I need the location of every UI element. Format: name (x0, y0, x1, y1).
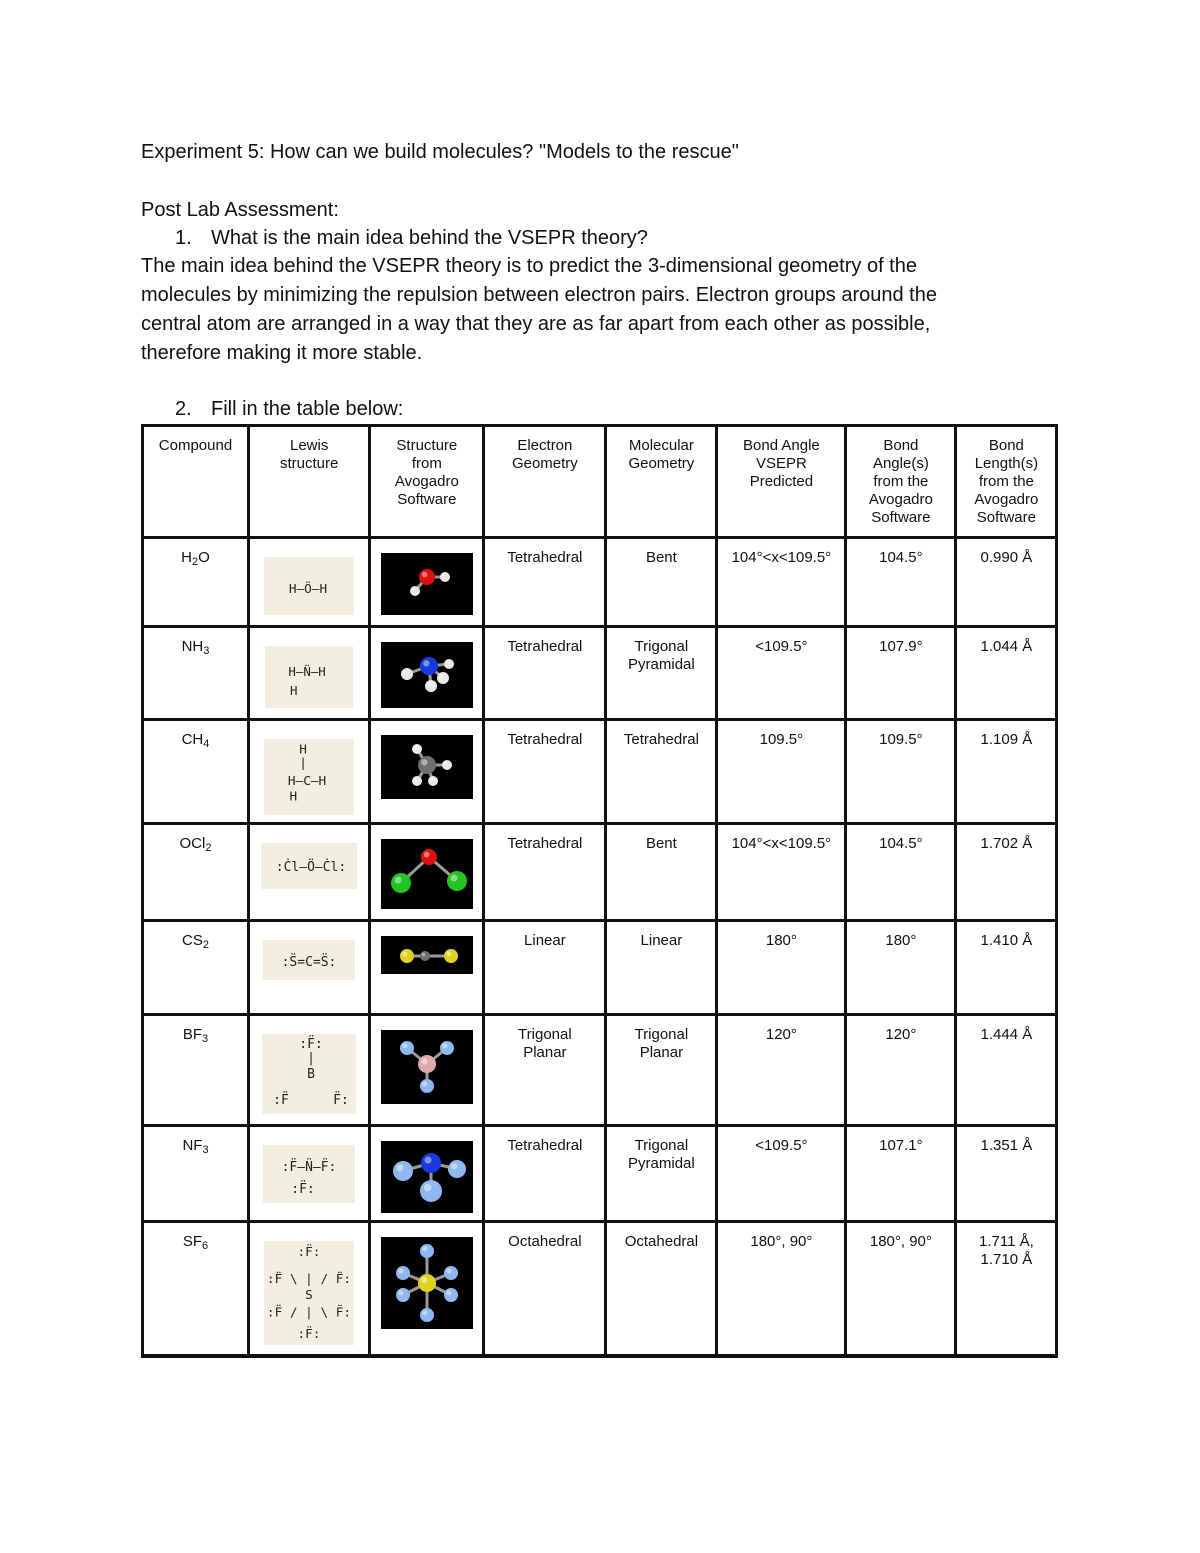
vsepr-angle: 109.5° (759, 731, 804, 748)
svg-text::F̈: :F̈ (273, 1093, 289, 1108)
electron-geometry-cell (484, 921, 606, 1015)
vsepr-angle-cell (717, 1222, 846, 1356)
vsepr-table (141, 424, 1058, 1358)
svg-text:H—C—H: H—C—H (288, 772, 327, 788)
lewis-structure-image (262, 1034, 356, 1114)
lewis-structure-cell (249, 1015, 370, 1126)
molecular-geometry: Bent (645, 835, 677, 852)
compound-cell (143, 824, 249, 921)
lewis-structure-image (264, 1241, 354, 1345)
svg-text:H: H (290, 683, 298, 699)
compound-cell (143, 1222, 249, 1356)
lewis-structure-cell (249, 1126, 370, 1222)
lewis-structure-cell (249, 720, 370, 824)
svg-text:F̈:: F̈: (333, 1093, 349, 1108)
avogadro-angle-cell (846, 1015, 956, 1126)
compound-formula: NF (182, 1137, 203, 1154)
table-row (143, 921, 1057, 1015)
svg-text:|: | (307, 1051, 316, 1066)
question-2-number: 2. (175, 398, 192, 420)
molecule-3d-image (381, 839, 473, 909)
svg-text:H—N̈—H: H—N̈—H (288, 664, 326, 680)
lewis-structure-cell (249, 921, 370, 1015)
avogadro-angle: 107.9° (879, 638, 923, 655)
molecular-geometry: Octahedral (624, 1233, 699, 1250)
compound-subscript: 2 (192, 556, 199, 568)
electron-geometry: Octahedral (508, 1233, 582, 1250)
avogadro-structure-cell (370, 720, 484, 824)
bond-length-cell (956, 538, 1057, 627)
molecular-geometry-cell (606, 538, 717, 627)
electron-geometry-cell (484, 1015, 606, 1126)
answer-line: therefore making it more stable. (141, 342, 423, 364)
avogadro-angle: 104.5° (879, 549, 923, 566)
svg-text::F̈ / | \ F̈:: :F̈ / | \ F̈: (267, 1304, 352, 1320)
molecular-geometry: Bent (645, 549, 677, 566)
molecular-geometry-cell (606, 627, 717, 720)
lewis-structure-cell (249, 824, 370, 921)
electron-geometry: Tetrahedral (507, 1137, 583, 1154)
compound-formula: SF (182, 1233, 203, 1250)
compound-subscript: 6 (202, 1240, 209, 1252)
vsepr-angle: <109.5° (755, 1137, 808, 1154)
compound-formula: NH (181, 638, 204, 655)
molecule-3d-image (381, 1030, 473, 1104)
electron-geometry-cell (484, 627, 606, 720)
compound-subscript: 2 (205, 842, 212, 854)
header-molecular-geometry: Molecular Geometry (606, 426, 717, 538)
molecule-3d-image (381, 642, 473, 708)
molecular-geometry-cell (606, 1126, 717, 1222)
vsepr-angle-cell (717, 538, 846, 627)
vsepr-angle-cell (717, 824, 846, 921)
avogadro-angle-cell (846, 1222, 956, 1356)
svg-text::Ċl—Ö—Ċl:: :Ċl—Ö—Ċl: (275, 860, 347, 875)
vsepr-angle: 180°, 90° (750, 1233, 813, 1250)
lewis-structure-image (263, 940, 355, 980)
bond-length: 1.351 Å (980, 1137, 1033, 1154)
header-lewis: Lewis structure (249, 426, 370, 538)
table-row (143, 1015, 1057, 1126)
avogadro-angle: 104.5° (879, 835, 923, 852)
header-bond-length: Bond Length(s) from the Avogadro Software (956, 426, 1057, 538)
bond-length: 1.711 Å, 1.710 Å (979, 1233, 1034, 1268)
svg-text::F̈:: :F̈: (291, 1182, 315, 1197)
electron-geometry-cell (484, 1222, 606, 1356)
page-title: Experiment 5: How can we build molecules? "Models to the rescue" (141, 141, 739, 163)
molecule-3d-image (381, 553, 473, 615)
svg-text:B: B (307, 1067, 316, 1082)
header-avogadro-structure: Structure from Avogadro Software (370, 426, 484, 538)
header-compound: Compound (143, 426, 249, 538)
molecule-3d-image (381, 1237, 473, 1329)
compound-formula-tail: O (198, 549, 210, 566)
answer-line: molecules by minimizing the repulsion between electron pairs. Electron groups around the (141, 284, 937, 306)
bond-length-cell (956, 720, 1057, 824)
vsepr-angle-cell (717, 1126, 846, 1222)
electron-geometry-cell (484, 1126, 606, 1222)
svg-text::F̈ \ | / F̈:: :F̈ \ | / F̈: (267, 1271, 352, 1287)
molecular-geometry-cell (606, 720, 717, 824)
vsepr-angle-cell (717, 627, 846, 720)
table-row (143, 538, 1057, 627)
compound-formula: H (181, 549, 193, 566)
compound-cell (143, 538, 249, 627)
compound-subscript: 3 (202, 1144, 209, 1156)
compound-formula: OCl (179, 835, 206, 852)
compound-subscript: 3 (202, 1033, 209, 1045)
document-body (141, 138, 1051, 423)
avogadro-structure-cell (370, 921, 484, 1015)
header-avogadro-angle: Bond Angle(s) from the Avogadro Software (846, 426, 956, 538)
bond-length-cell (956, 1222, 1057, 1356)
lewis-structure-image (264, 557, 354, 615)
molecular-geometry: Linear (640, 932, 683, 949)
avogadro-angle: 120° (885, 1026, 917, 1043)
compound-subscript: 4 (203, 738, 210, 750)
electron-geometry-cell (484, 824, 606, 921)
vsepr-angle-cell (717, 1015, 846, 1126)
lewis-structure-image (264, 739, 354, 815)
svg-text:S: S (305, 1286, 313, 1302)
section-heading: Post Lab Assessment: (141, 199, 339, 221)
vsepr-angle: 180° (765, 932, 797, 949)
bond-length: 0.990 Å (980, 549, 1033, 566)
vsepr-angle: 120° (765, 1026, 797, 1043)
electron-geometry: Linear (524, 932, 566, 949)
avogadro-structure-cell (370, 1126, 484, 1222)
compound-cell (143, 720, 249, 824)
table-row (143, 824, 1057, 921)
avogadro-angle: 180° (885, 932, 917, 949)
lewis-structure-cell (249, 538, 370, 627)
molecular-geometry-cell (606, 1222, 717, 1356)
table-row (143, 627, 1057, 720)
avogadro-structure-cell (370, 824, 484, 921)
answer-1 (141, 252, 1051, 368)
svg-text:|: | (299, 755, 308, 771)
answer-line: central atom are arranged in a way that they are as far apart from each other as possible, (141, 313, 931, 335)
bond-length-cell (956, 824, 1057, 921)
compound-formula: BF (182, 1026, 203, 1043)
svg-text:H: H (299, 741, 308, 757)
svg-text::F̈:: :F̈: (299, 1037, 323, 1052)
bond-length: 1.109 Å (980, 731, 1033, 748)
question-1 (141, 224, 1051, 252)
vsepr-angle-cell (717, 921, 846, 1015)
compound-subscript: 2 (202, 939, 209, 951)
avogadro-angle: 180°, 90° (869, 1233, 932, 1250)
electron-geometry: Trigonal Planar (518, 1026, 572, 1061)
table-row (143, 1222, 1057, 1356)
compound-cell (143, 1015, 249, 1126)
avogadro-angle-cell (846, 627, 956, 720)
molecular-geometry: Trigonal Planar (634, 1026, 689, 1061)
svg-text::F̈:: :F̈: (297, 1243, 321, 1259)
compound-subscript: 3 (203, 645, 210, 657)
avogadro-angle-cell (846, 720, 956, 824)
compound-formula: CH (181, 731, 204, 748)
molecule-3d-image (381, 735, 473, 799)
bond-length: 1.444 Å (980, 1026, 1033, 1043)
avogadro-angle-cell (846, 538, 956, 627)
question-1-number: 1. (175, 227, 192, 249)
svg-text:H: H (289, 788, 298, 804)
molecular-geometry-cell (606, 1015, 717, 1126)
table-row (143, 720, 1057, 824)
question-1-text: What is the main idea behind the VSEPR theory? (211, 227, 648, 249)
avogadro-angle-cell (846, 824, 956, 921)
electron-geometry-cell (484, 720, 606, 824)
molecule-3d-image (381, 1141, 473, 1213)
question-2-text: Fill in the table below: (211, 398, 404, 420)
svg-text::F̈—N̈—F̈:: :F̈—N̈—F̈: (281, 1160, 337, 1175)
lewis-structure-image (265, 646, 353, 708)
vsepr-angle: 104°<x<109.5° (731, 835, 832, 852)
svg-text:H—Ö—H: H—Ö—H (289, 580, 328, 596)
avogadro-angle-cell (846, 921, 956, 1015)
table-row (143, 1126, 1057, 1222)
bond-length: 1.410 Å (980, 932, 1033, 949)
svg-text::S̈=C=S̈:: :S̈=C=S̈: (281, 955, 337, 970)
molecular-geometry-cell (606, 921, 717, 1015)
avogadro-angle: 109.5° (879, 731, 923, 748)
vsepr-angle: <109.5° (755, 638, 808, 655)
answer-line: The main idea behind the VSEPR theory is to predict the 3-dimensional geometry of the (141, 255, 917, 277)
electron-geometry: Tetrahedral (507, 731, 583, 748)
avogadro-structure-cell (370, 538, 484, 627)
avogadro-structure-cell (370, 1222, 484, 1356)
bond-length-cell (956, 1015, 1057, 1126)
compound-cell (143, 921, 249, 1015)
bond-length: 1.702 Å (980, 835, 1033, 852)
header-vsepr-angle: Bond Angle VSEPR Predicted (717, 426, 846, 538)
molecular-geometry: Tetrahedral (623, 731, 699, 748)
molecular-geometry-cell (606, 824, 717, 921)
molecular-geometry: Trigonal Pyramidal (628, 638, 695, 673)
compound-formula: CS (182, 932, 203, 949)
molecular-geometry: Trigonal Pyramidal (628, 1137, 695, 1172)
lewis-structure-cell (249, 1222, 370, 1356)
compound-cell (143, 1126, 249, 1222)
vsepr-angle-cell (717, 720, 846, 824)
lewis-structure-image (263, 1145, 355, 1203)
electron-geometry-cell (484, 538, 606, 627)
question-2 (141, 395, 1051, 423)
compound-cell (143, 627, 249, 720)
electron-geometry: Tetrahedral (507, 638, 583, 655)
svg-text::F̈:: :F̈: (297, 1326, 321, 1341)
bond-length-cell (956, 921, 1057, 1015)
header-electron-geometry: Electron Geometry (484, 426, 606, 538)
bond-length-cell (956, 627, 1057, 720)
avogadro-structure-cell (370, 627, 484, 720)
electron-geometry: Tetrahedral (507, 835, 583, 852)
lewis-structure-image (261, 843, 357, 889)
vsepr-angle: 104°<x<109.5° (731, 549, 832, 566)
avogadro-structure-cell (370, 1015, 484, 1126)
bond-length: 1.044 Å (980, 638, 1033, 655)
bond-length-cell (956, 1126, 1057, 1222)
avogadro-angle-cell (846, 1126, 956, 1222)
avogadro-angle: 107.1° (879, 1137, 923, 1154)
electron-geometry: Tetrahedral (507, 549, 583, 566)
table-header-row (143, 426, 1057, 538)
lewis-structure-cell (249, 627, 370, 720)
molecule-3d-image (381, 936, 473, 974)
